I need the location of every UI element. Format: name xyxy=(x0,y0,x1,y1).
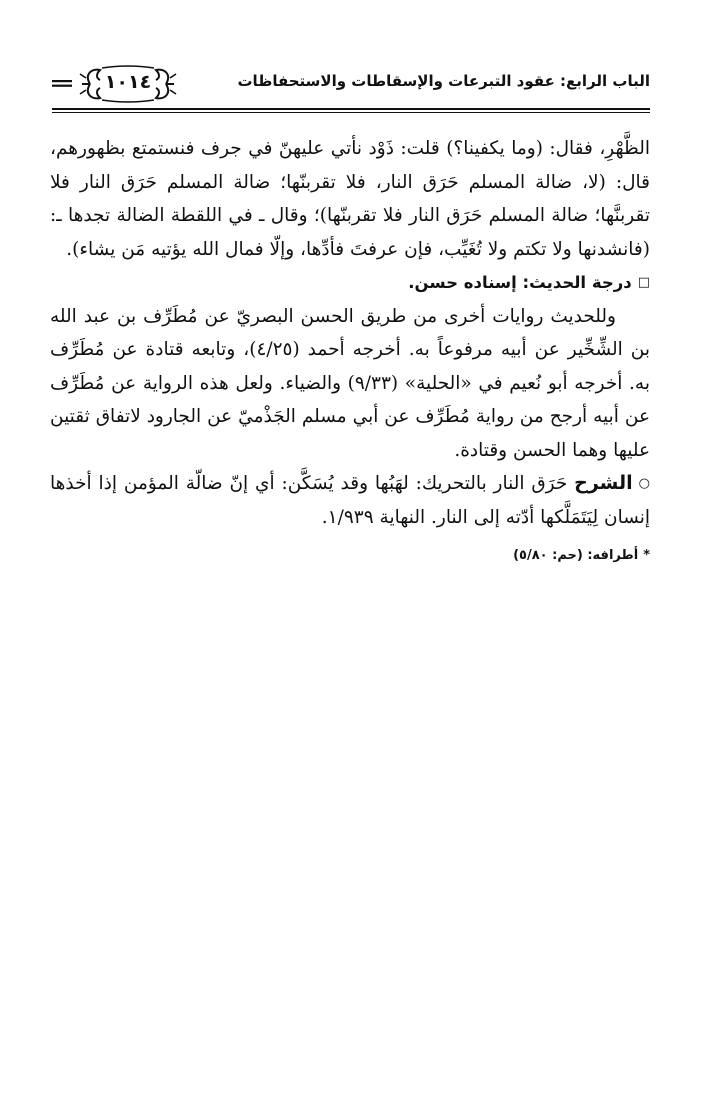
sharh-paragraph xyxy=(50,467,650,534)
page-number-ornament xyxy=(78,64,178,104)
footnote-line xyxy=(50,544,650,568)
footnote-text: أطرافه: (حم: ٥/٨٠) xyxy=(513,548,639,563)
narrations-paragraph: وللحديث روايات أخرى من طريق الحسن البصريّ عن مُطَرِّف بن عبد الله بن الشِّخِّير عن أبيه مرفوعاً به. أخرجه أحمد (٤/٢٥)، وتابعه قتادة عن مُطَرِّف به. أخرجه أبو نُعيم في «الحلية» (٩/٣٣) والضياء. ولعل هذه الرواية عن مُطَرِّف عن أبيه أرجح من رواية مُطَرِّف عن أبي مسلم الجَذْميّ عن الجارود لاتفاق ثقتين عليها وهما الحسن وقتادة. xyxy=(50,305,650,461)
circle-bullet-icon: ○ xyxy=(638,476,650,491)
chapter-title: الباب الرابع: عقود التبرعات والإسقاطات والاستحفاظات xyxy=(237,72,650,90)
page-header xyxy=(52,64,650,106)
header-dash-icon xyxy=(52,80,72,87)
hadith-grade: درجة الحديث: إسناده حسن. xyxy=(408,273,632,292)
sharh-text: حَرَق النار بالتحريك: لهَبُها وقد يُسَكَّن: أي إنّ ضالّة المؤمن إذا أخذها إنسان لِيَتَمَلَّكها أدّته إلى النار. النهاية ١/٩٣٩. xyxy=(50,473,650,528)
page-content xyxy=(50,132,650,568)
sharh-label: الشرح xyxy=(574,472,633,494)
square-bullet-icon: □ xyxy=(637,275,650,290)
header-rule xyxy=(52,108,650,110)
hadith-text-paragraph: الظَّهْرِ، فقال: (وما يكفينا؟) قلت: ذَوْد نأتي عليهنّ في جرف فنستمتع بظهورهم، قال: (لا، ضالة المسلم حَرَق النار، فلا تقربنّها؛ ضالة المسلم حَرَق النار فلا تقربنَّها؛ ضالة المسلم حَرَق النار فلا تقربنّها)؛ وقال ـ في اللقطة الضالة تجدها ـ: (فانشدنها ولا تكتم ولا تُغَيِّب، فإن عرفتَ فأدِّها، وإلّا فمال الله يؤتيه مَن يشاء). xyxy=(50,138,650,260)
hadith-grade-line xyxy=(50,266,650,300)
page-number: ١٠١٤ xyxy=(104,71,152,93)
star-icon: * xyxy=(643,548,650,563)
header-rule-thin xyxy=(52,112,650,113)
